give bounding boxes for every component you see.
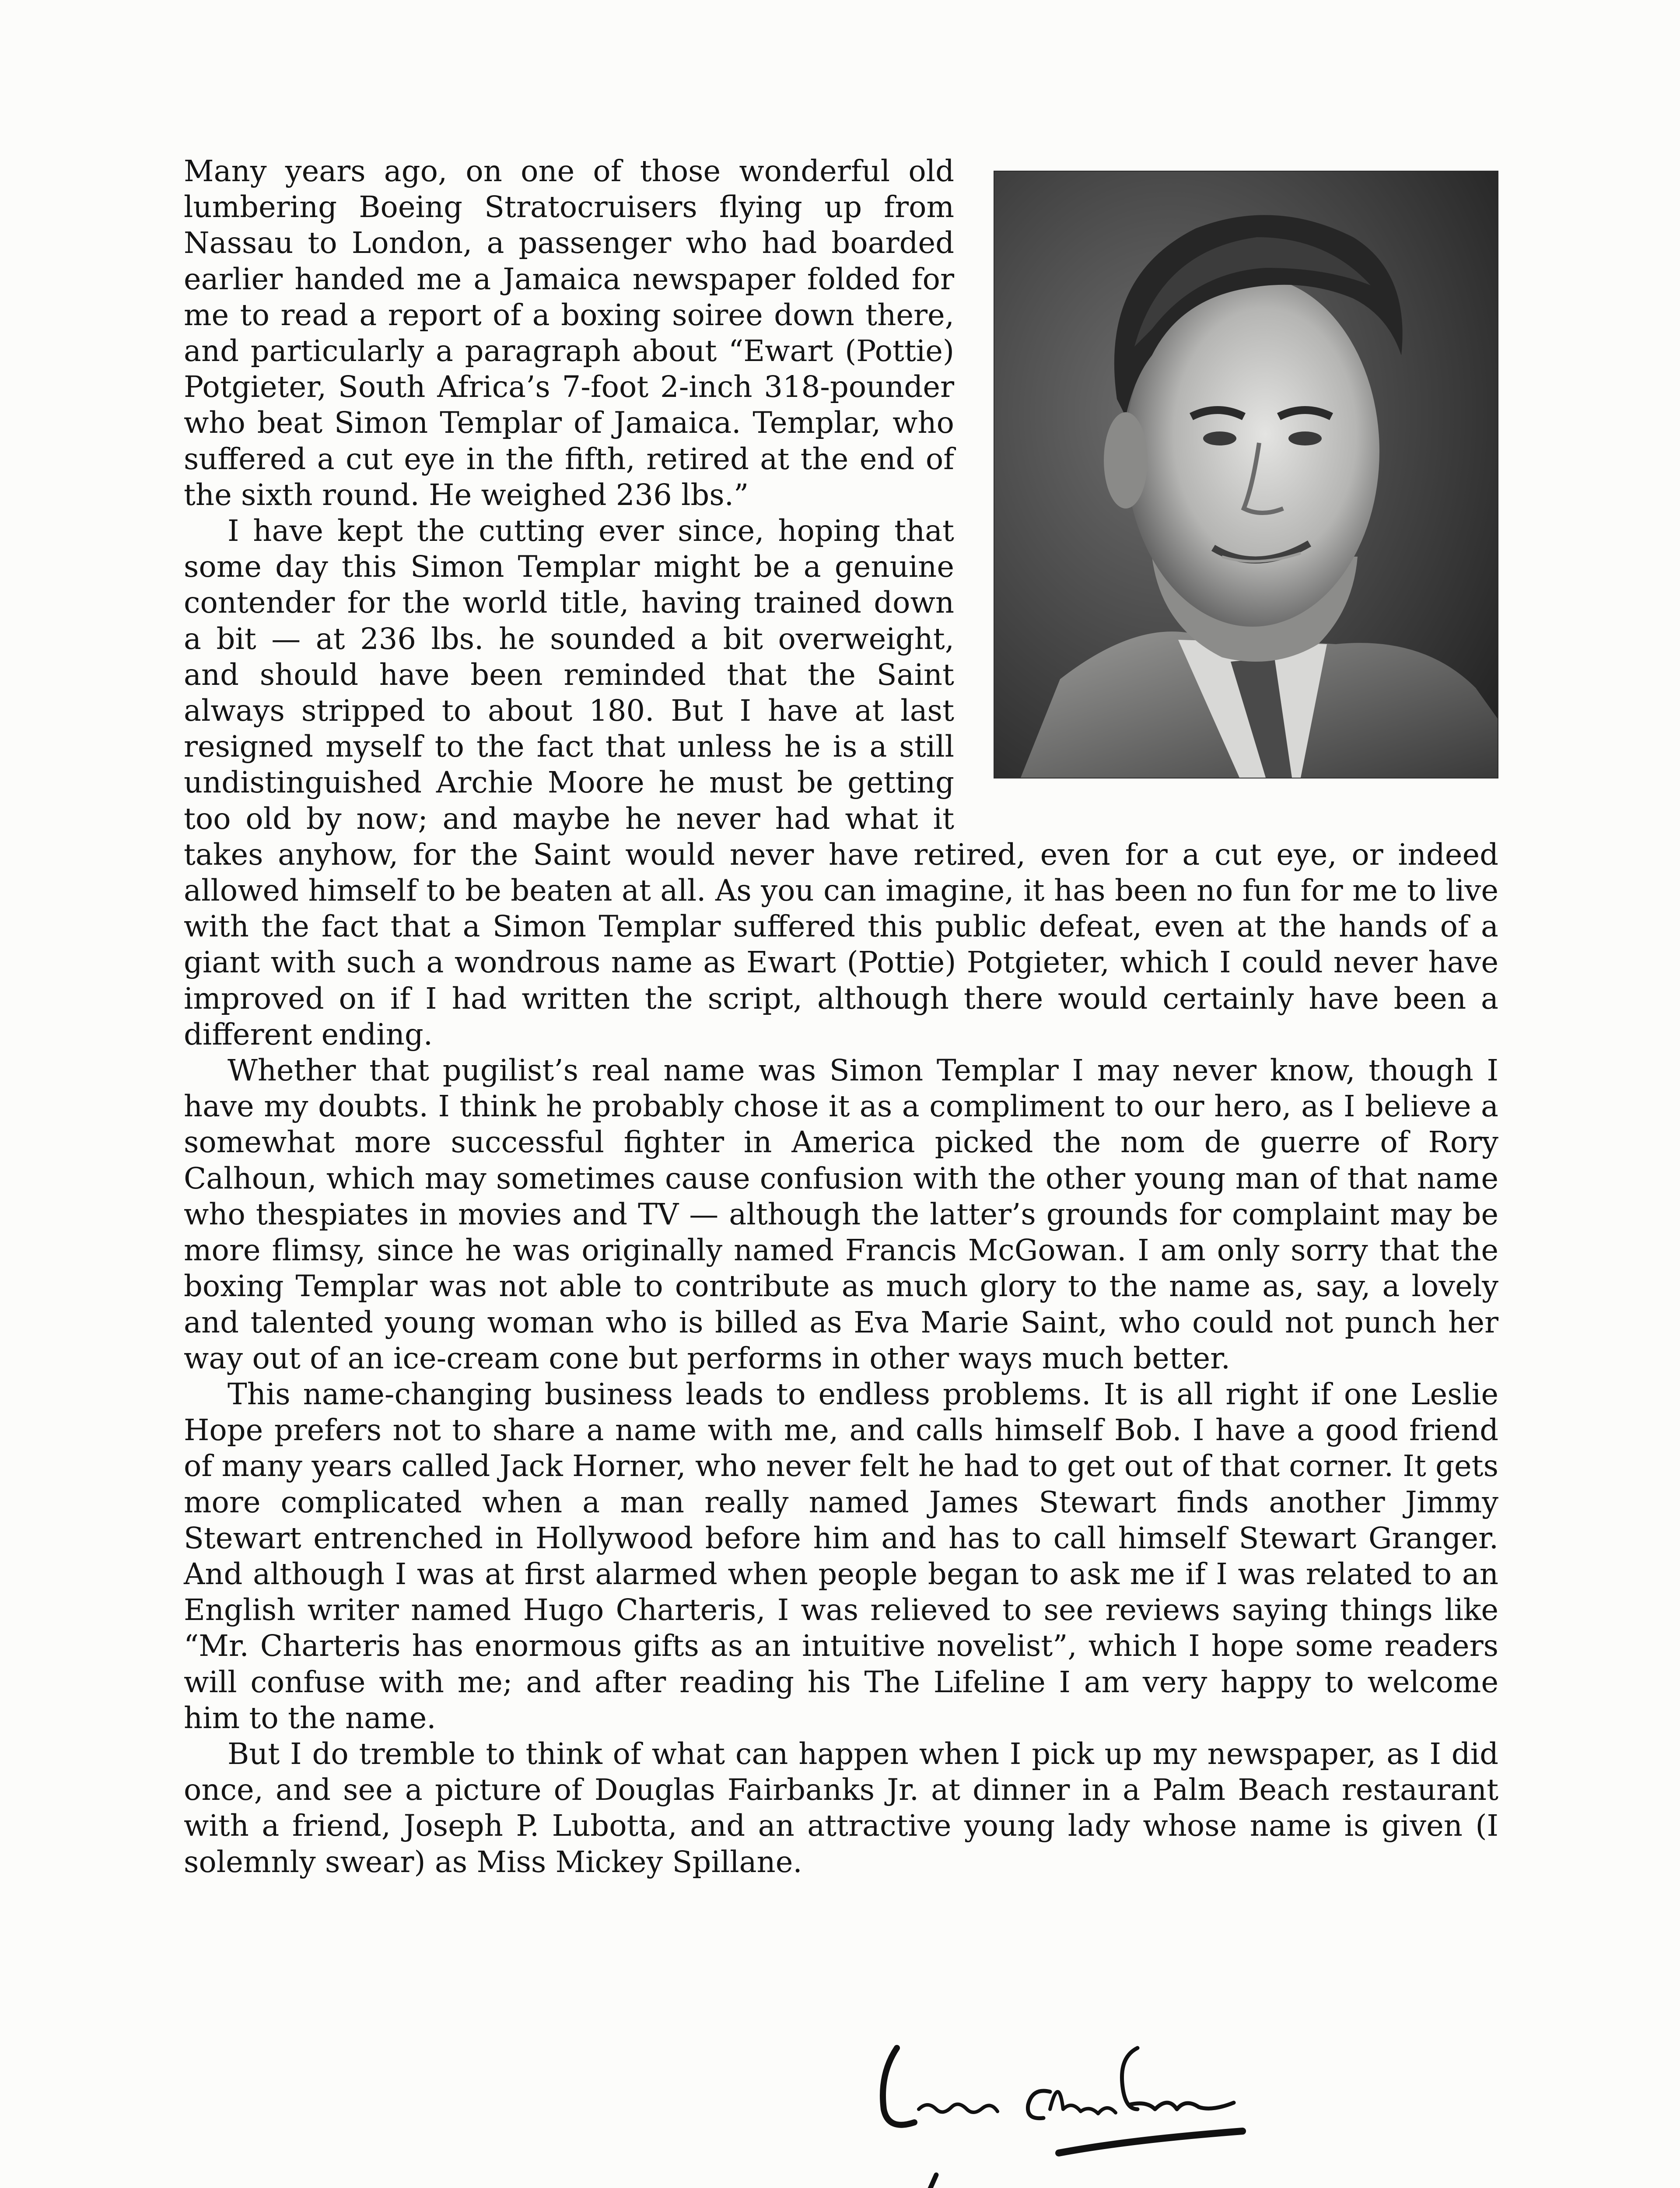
author-signature <box>866 2022 1260 2188</box>
article-body <box>184 153 1498 1880</box>
paragraph-2: I have kept the cutting ever since, hoping that some day this Simon Templar might be a genuine contender for the world title, having trained down a bit — at 236 lbs. he sounded a bit overweight, and should have been reminded that the Saint always stripped to about 180. But I have at last resigned myself to the fact that unless he is a still undistinguished Archie Moore he must be getting too old by now; and maybe he never had what it takes anyhow, for the Saint would never have retired, even for a cut eye, or indeed allowed himself to be beaten at all. As you can imagine, it has been no fun for me to live with the fact that a Simon Templar suffered this public defeat, even at the hands of a giant with such a wondrous name as Ewart (Pottie) Potgieter, which I could never have improved on if I had written the script, although there would certainly have been a different ending. <box>184 514 1498 1052</box>
author-portrait-photo <box>994 171 1498 778</box>
paragraph-4: This name-changing business leads to endless problems. It is all right if one Leslie Hope prefers not to share a name with me, and calls himself Bob. I have a good friend of many years called Jack Horner, who never felt he had to get out of that corner. It gets more complicated when a man really named James Stewart finds another Jimmy Stewart entrenched in Hollywood before him and has to call himself Stewart Granger. And although I was at first alarmed when people began to ask me if I was related to an English writer named Hugo Charteris, I was relieved to see reviews saying things like “Mr. Charteris has enormous gifts as an intuitive novelist”, which I hope some readers will confuse with me; and after reading his The Lifeline I am very happy to welcome him to the name. <box>184 1377 1498 1735</box>
paragraph-5: But I do tremble to think of what can happen when I pick up my newspaper, as I did once, and see a picture of Douglas Fairbanks Jr. at dinner in a Palm Beach restaurant with a friend, Joseph P. Lubotta, and an attractive young lady whose name is given (I solemnly swear) as Miss Mickey Spillane. <box>184 1736 1498 1879</box>
signature-image <box>866 2022 1260 2188</box>
portrait-image <box>994 172 1498 778</box>
paragraph-1: Many years ago, on one of those wonderful old lumbering Boeing Stratocruisers flying up from Nassau to London, a passenger who had boarded earlier handed me a Jamaica newspaper folded for me to read a report of a boxing soiree down there, and particularly a paragraph about “Ewart (Pottie) Potgieter, South Africa’s 7-foot 2-inch 318-pounder who beat Simon Templar of Jamaica. Templar, who suffered a cut eye in the fifth, retired at the end of the sixth round. He weighed 236 lbs.” <box>184 154 954 512</box>
paragraph-3: Whether that pugilist’s real name was Simon Templar I may never know, though I have my doubts. I think he probably chose it as a compliment to our hero, as I believe a somewhat more successful fighter in America picked the nom de guerre of Rory Calhoun, which may sometimes cause confusion with the other young man of that name who thespiates in movies and TV — although the latter’s grounds for complaint may be more flimsy, since he was originally named Francis McGowan. I am only sorry that the boxing Templar was not able to contribute as much glory to the name as, say, a lovely and talented young woman who is billed as Eva Marie Saint, who could not punch her way out of an ice-cream cone but performs in other ways much better. <box>184 1053 1498 1375</box>
